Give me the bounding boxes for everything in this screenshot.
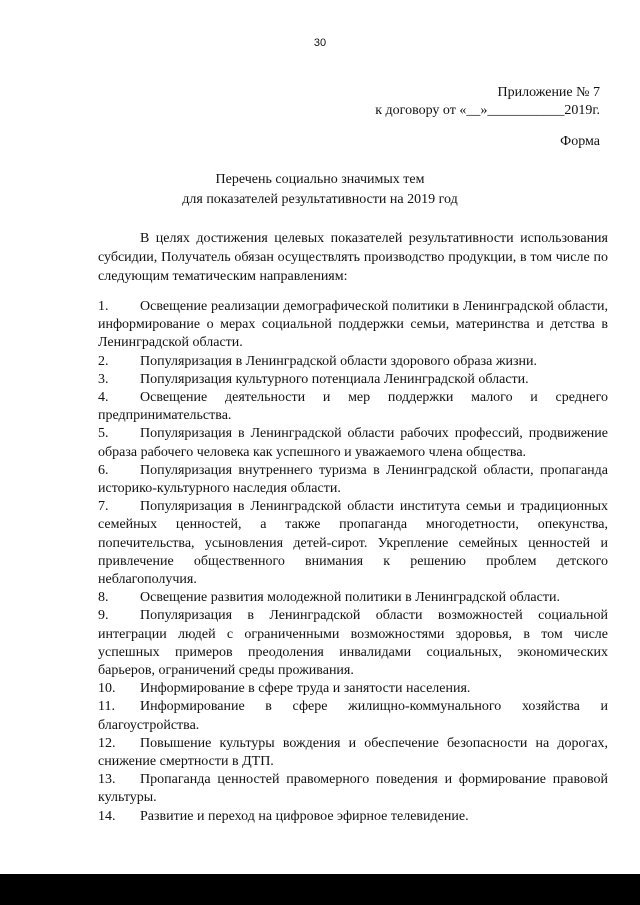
topic-text: Освещение развития молодежной политики в Ленинградской области. (140, 590, 560, 606)
topic-number: 14. (98, 808, 116, 824)
topic-number: 2. (98, 353, 109, 369)
topic-number: 1. (98, 299, 109, 314)
topic-text: Информирование в сфере труда и занятости населения. (140, 681, 471, 697)
topic-text: Развитие и переход на цифровое эфирное телевидение. (140, 808, 469, 824)
topic-text: Популяризация в Ленинградской области здорового образа жизни. (140, 353, 538, 369)
topic-item (98, 735, 608, 771)
document-title-line-1: Перечень социально значимых тем (215, 172, 425, 187)
topic-text: Популяризация в Ленинградской области возможностей социальной интеграции людей с ограниченными возможностями здоровья, в том числе успешных примеров преодоления инвалидами социальных, экономических барьеров, ограничений среды проживания. (98, 608, 608, 679)
topic-text: Пропаганда ценностей правомерного поведения и формирование правовой культуры. (98, 772, 608, 806)
topic-number: 11. (98, 699, 115, 715)
topic-number: 4. (98, 390, 109, 406)
document-title (0, 170, 640, 210)
topic-number: 6. (98, 462, 109, 478)
scan-bottom-bar (0, 874, 640, 905)
form-label: Форма (560, 134, 600, 149)
topic-number: 12. (98, 735, 116, 751)
topic-number: 3. (98, 371, 109, 387)
document-title-line-2: для показателей результативности на 2019 год (182, 192, 458, 207)
topic-item (98, 498, 608, 589)
topics-list (98, 298, 608, 826)
topic-text: Популяризация внутреннего туризма в Ленинградской области, пропаганда историко-культурного наследия области. (98, 462, 608, 497)
topic-item (98, 353, 608, 371)
topic-item (98, 425, 608, 461)
topic-item (98, 607, 608, 680)
page-number: 30 (313, 37, 327, 49)
appendix-contract-line: к договору от «__»___________2019г. (375, 103, 600, 118)
topic-item (98, 698, 608, 734)
topic-number: 10. (98, 681, 116, 697)
topic-text: Популяризация культурного потенциала Ленинградской области. (140, 371, 529, 387)
topic-item (98, 808, 608, 826)
topic-text: Освещение деятельности и мер поддержки малого и среднего предпринимательства. (98, 390, 608, 424)
topic-text: Повышение культуры вождения и обеспечение безопасности на дорогах, снижение смертности в ДТП. (98, 735, 608, 770)
topic-item (98, 680, 608, 698)
topic-text: Освещение реализации демографической политики в Ленинградской области, информирование о мерах социальной поддержки семьи, материнства и детства в Ленинградской области. (98, 299, 608, 351)
topic-item (98, 298, 608, 353)
topic-item (98, 389, 608, 425)
topic-item (98, 589, 608, 607)
topic-text: Информирование в сфере жилищно-коммунального хозяйства и благоустройства. (98, 699, 608, 733)
topic-item (98, 371, 608, 389)
topic-number: 5. (98, 426, 109, 442)
topic-text: Популяризация в Ленинградской области рабочих профессий, продвижение образа рабочего человека как успешного и уважаемого члена общества. (98, 426, 608, 460)
intro-paragraph: В целях достижения целевых показателей результативности использования субсидии, Получатель обязан осуществлять производство продукции, в том числе по следующим тематическим направлениям: (98, 231, 608, 284)
topic-number: 9. (98, 608, 109, 624)
topic-number: 7. (98, 499, 109, 515)
topic-text: Популяризация в Ленинградской области института семьи и традиционных семейных ценностей, а также пропаганда многодетности, опекунства, попечительства, усыновления детей-сирот. Укрепление семейных ценностей и привлечение общественного внимания к решению проблем детского неблагополучия. (98, 499, 608, 588)
topic-number: 13. (98, 772, 116, 788)
appendix-title: Приложение № 7 (497, 85, 600, 100)
topic-number: 8. (98, 590, 109, 606)
topic-item (98, 462, 608, 498)
topic-item (98, 771, 608, 807)
